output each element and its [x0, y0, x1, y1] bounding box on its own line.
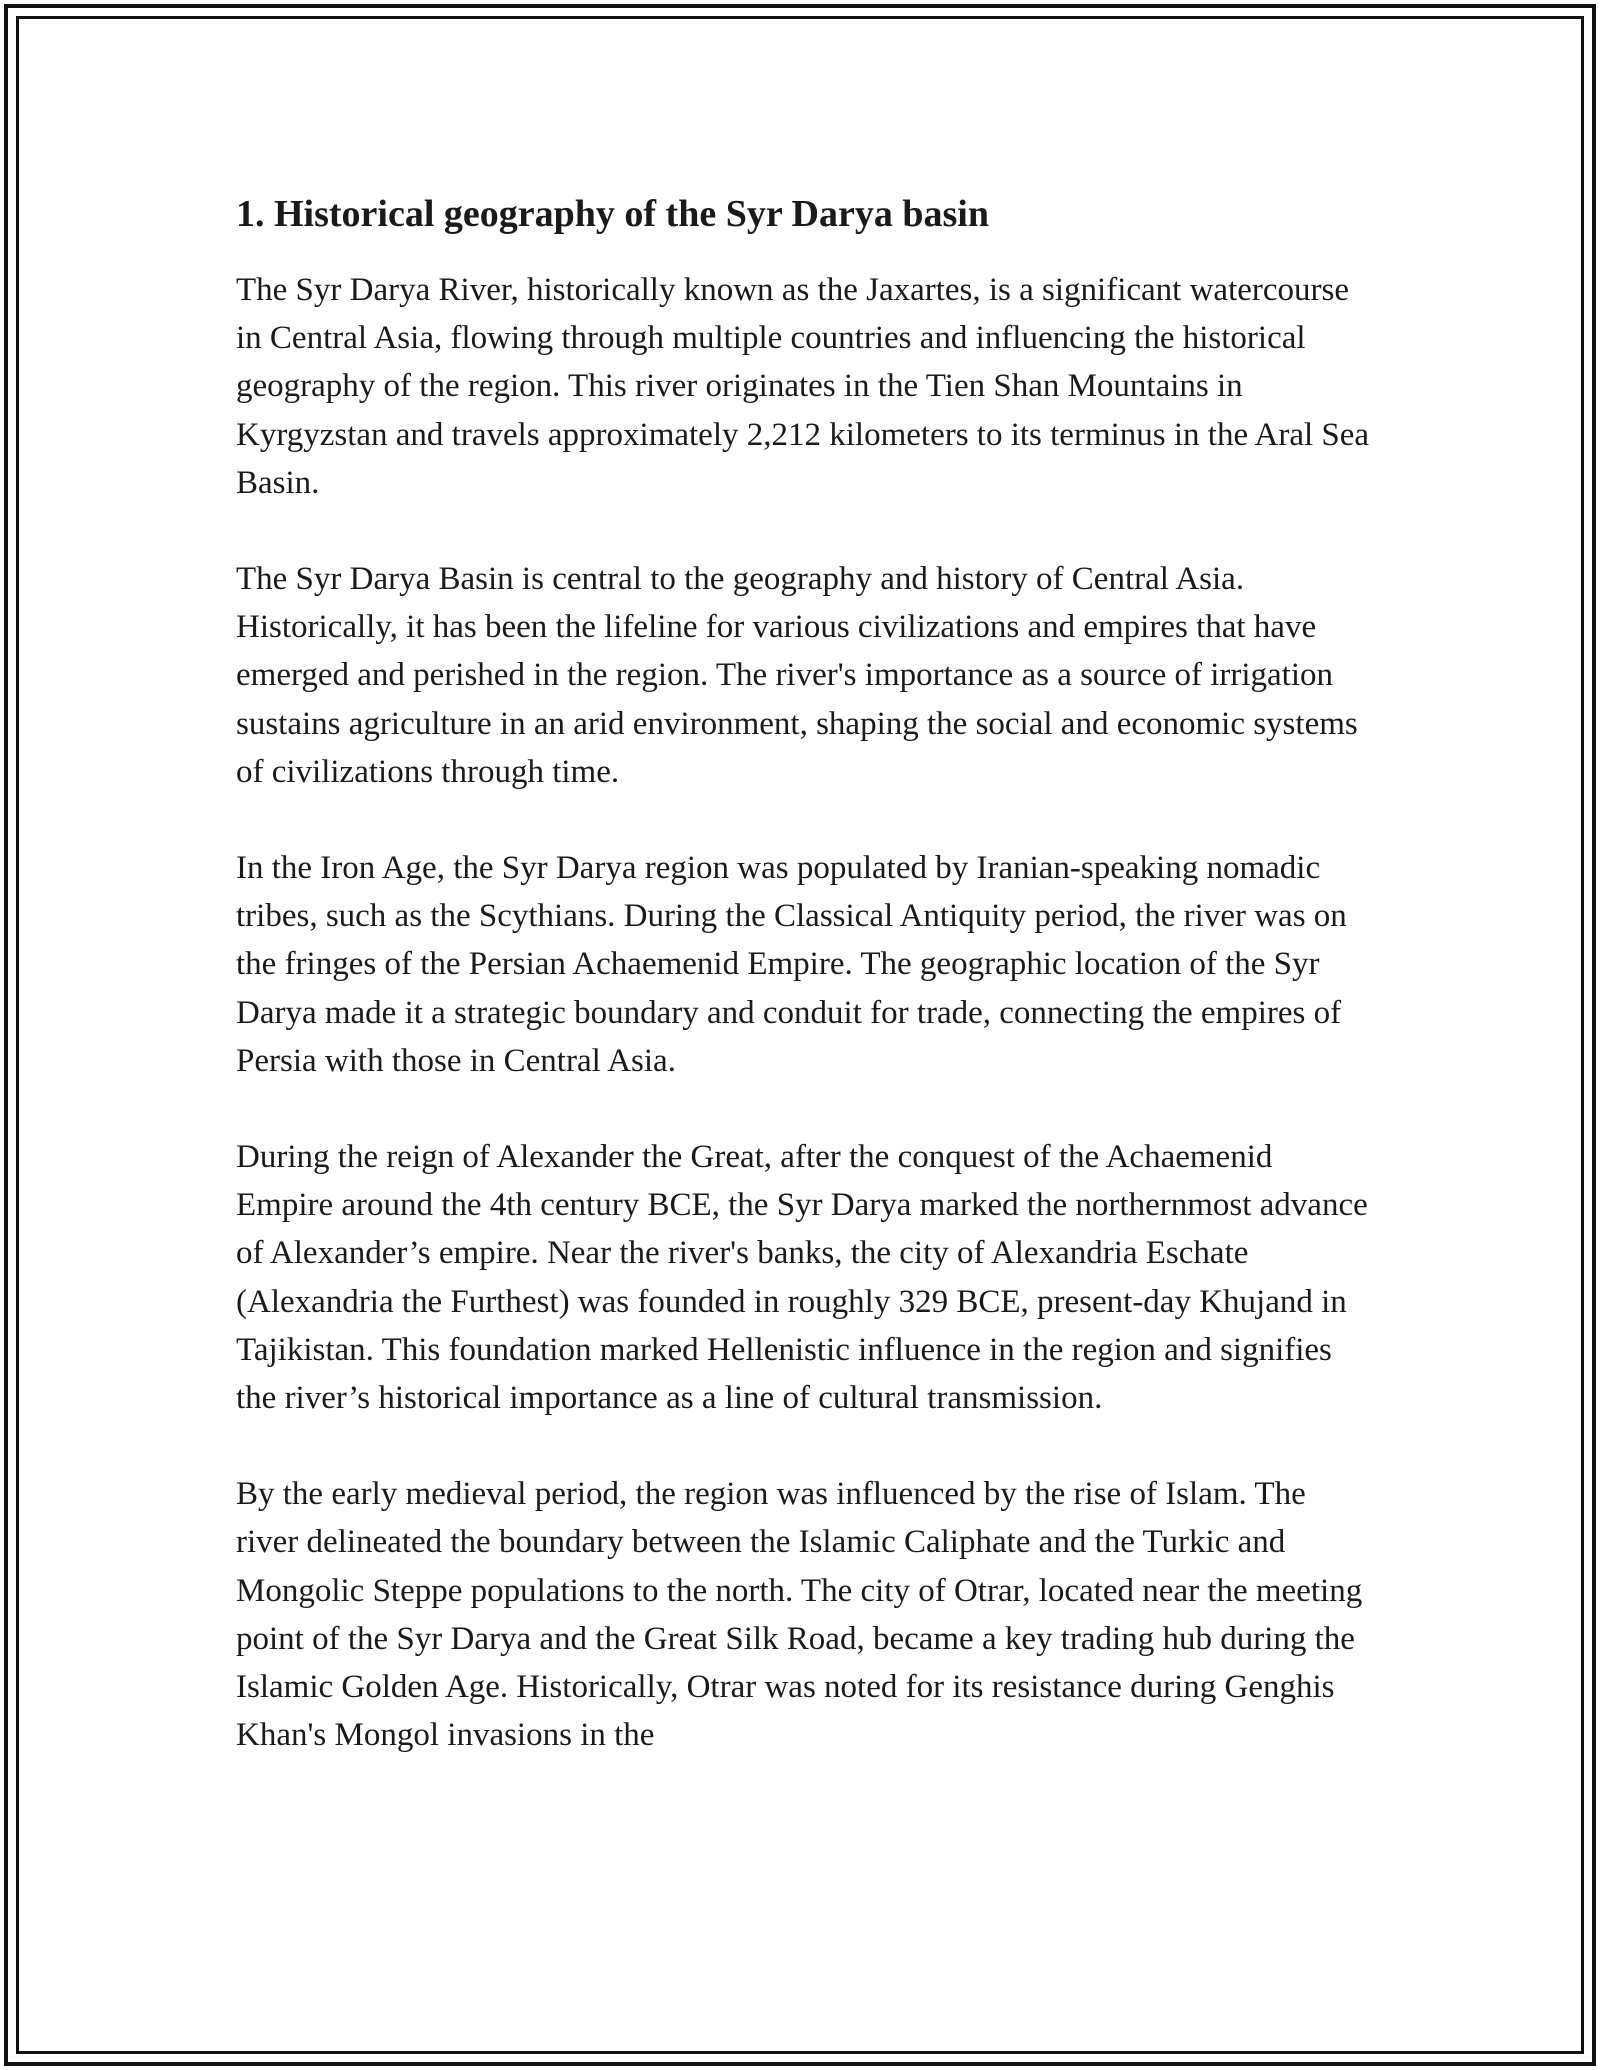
paragraph-4: During the reign of Alexander the Great, after the conquest of the Achaemenid Empire around the 4th century BCE, the Syr Darya marked the northernmost advance of Alexander’s empire. Near the river's banks, the city of Alexandria Eschate (Alexandria the Furthest) was founded in roughly 329 BCE, present-day Khujand in Tajikistan. This foundation marked Hellenistic influence in the region and signifies the river’s historical importance as a line of cultural transmission. — [236, 1139, 1368, 1417]
paragraph-1: The Syr Darya River, historically known as the Jaxartes, is a significant watercourse in Central Asia, flowing through multiple countries and influencing the historical geography of the region. This river originates in the Tien Shan Mountains in Kyrgyzstan and travels approximately 2,212 kilometers to its terminus in the Aral Sea Basin. — [236, 272, 1370, 501]
document-body — [236, 188, 1376, 1807]
section-heading: 1. Historical geography of the Syr Darya basin — [236, 193, 989, 235]
paragraph-2: The Syr Darya Basin is central to the geography and history of Central Asia. Historically, it has been the lifeline for various civilizations and empires that have emerged and perished in the region. The river's importance as a source of irrigation sustains agriculture in an arid environment, shaping the social and economic systems of civilizations through time. — [236, 561, 1358, 790]
paragraph-3: In the Iron Age, the Syr Darya region was populated by Iranian-speaking nomadic tribes, such as the Scythians. During the Classical Antiquity period, the river was on the fringes of the Persian Achaemenid Empire. The geographic location of the Syr Darya made it a strategic boundary and conduit for trade, connecting the empires of Persia with those in Central Asia. — [236, 850, 1347, 1079]
paragraph-5: By the early medieval period, the region was influenced by the rise of Islam. The river delineated the boundary between the Islamic Caliphate and the Turkic and Mongolic Steppe populations to the north. The city of Otrar, located near the meeting point of the Syr Darya and the Great Silk Road, became a key trading hub during the Islamic Golden Age. Historically, Otrar was noted for its resistance during Genghis Khan's Mongol invasions in the — [236, 1476, 1363, 1754]
